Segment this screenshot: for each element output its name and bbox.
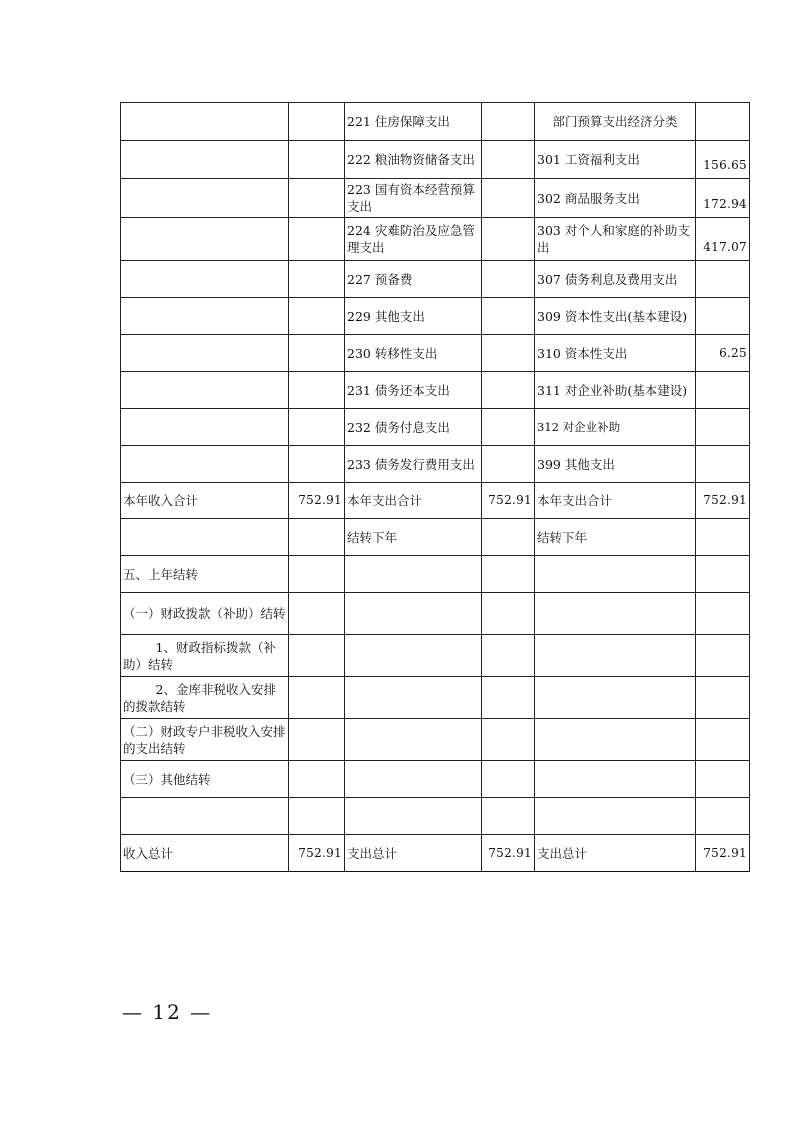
expense-function-amount-cell xyxy=(482,798,535,835)
expense-function-cell xyxy=(345,719,482,761)
table-row xyxy=(121,179,750,218)
expense-economic-cell: 309 资本性支出(基本建设) xyxy=(535,298,696,335)
previous-year-carryover-heading: 五、上年结转 xyxy=(121,556,289,593)
expense-economic-cell: 399 其他支出 xyxy=(535,446,696,483)
expense-economic-amount-cell xyxy=(696,635,750,677)
expense-function-amount-cell xyxy=(482,103,535,141)
expense-function-amount-cell xyxy=(482,519,535,556)
expense-function-cell: 233 债务发行费用支出 xyxy=(345,446,482,483)
expense-function-cell: 227 预备费 xyxy=(345,261,482,298)
expense-economic-cell: 311 对企业补助(基本建设) xyxy=(535,372,696,409)
income-amount-cell xyxy=(289,261,345,298)
income-item-cell: （一）财政拨款（补助）结转 xyxy=(121,593,289,635)
income-item-cell xyxy=(121,218,289,261)
expense-economic-cell: 312 对企业补助 xyxy=(535,409,696,446)
income-item-cell xyxy=(121,335,289,372)
expense-economic-cell xyxy=(535,556,696,593)
income-item-cell xyxy=(121,798,289,835)
table-row xyxy=(121,677,750,719)
income-total-label: 收入总计 xyxy=(121,835,289,872)
expense-function-subtotal-amount: 752.91 xyxy=(482,483,535,519)
budget-summary-table xyxy=(120,102,750,872)
expense-function-cell: 222 粮油物资储备支出 xyxy=(345,141,482,179)
expense-function-amount-cell xyxy=(482,446,535,483)
table-row xyxy=(121,798,750,835)
income-amount-cell xyxy=(289,593,345,635)
table-row xyxy=(121,335,750,372)
expense-economic-cell xyxy=(535,593,696,635)
expense-function-amount-cell xyxy=(482,409,535,446)
expense-function-amount-cell xyxy=(482,218,535,261)
expense-function-subtotal-label: 本年支出合计 xyxy=(345,483,482,519)
table-row xyxy=(121,519,750,556)
expense-economic-amount-cell xyxy=(696,372,750,409)
income-subtotal-label: 本年收入合计 xyxy=(121,483,289,519)
table-row xyxy=(121,593,750,635)
table-row xyxy=(121,103,750,141)
expense-function-amount-cell xyxy=(482,635,535,677)
income-amount-cell xyxy=(289,519,345,556)
expense-economic-amount-cell xyxy=(696,261,750,298)
expense-economic-cell: 部门预算支出经济分类 xyxy=(535,103,696,141)
income-item-cell xyxy=(121,409,289,446)
income-item-cell: 1、财政指标拨款（补助）结转 xyxy=(121,635,289,677)
expense-economic-total-amount: 752.91 xyxy=(696,835,750,872)
income-amount-cell xyxy=(289,103,345,141)
expense-function-amount-cell xyxy=(482,372,535,409)
income-amount-cell xyxy=(289,141,345,179)
income-amount-cell xyxy=(289,298,345,335)
income-item-cell xyxy=(121,446,289,483)
expense-economic-total-label: 支出总计 xyxy=(535,835,696,872)
expense-function-total-label: 支出总计 xyxy=(345,835,482,872)
expense-function-cell xyxy=(345,593,482,635)
carryover-next-year-label: 结转下年 xyxy=(535,519,696,556)
expense-function-cell xyxy=(345,798,482,835)
income-amount-cell xyxy=(289,719,345,761)
income-subtotal-amount: 752.91 xyxy=(289,483,345,519)
expense-economic-cell xyxy=(535,719,696,761)
expense-economic-amount-cell: 172.94 xyxy=(696,179,750,218)
income-amount-cell xyxy=(289,446,345,483)
expense-economic-amount-cell xyxy=(696,409,750,446)
income-amount-cell xyxy=(289,556,345,593)
income-item-cell: 2、金库非税收入安排的拨款结转 xyxy=(121,677,289,719)
expense-economic-subtotal-amount: 752.91 xyxy=(696,483,750,519)
expense-function-amount-cell xyxy=(482,298,535,335)
expense-economic-cell: 302 商品服务支出 xyxy=(535,179,696,218)
income-item-cell xyxy=(121,372,289,409)
expense-function-cell: 230 转移性支出 xyxy=(345,335,482,372)
income-total-amount: 752.91 xyxy=(289,835,345,872)
expense-function-cell: 223 国有资本经营预算支出 xyxy=(345,179,482,218)
income-item-cell xyxy=(121,298,289,335)
expense-function-cell xyxy=(345,761,482,798)
expense-function-cell: 221 住房保障支出 xyxy=(345,103,482,141)
table-row xyxy=(121,761,750,798)
expense-function-amount-cell xyxy=(482,335,535,372)
income-amount-cell xyxy=(289,798,345,835)
expense-function-amount-cell xyxy=(482,141,535,179)
expense-function-total-amount: 752.91 xyxy=(482,835,535,872)
expense-function-cell: 231 债务还本支出 xyxy=(345,372,482,409)
income-amount-cell xyxy=(289,372,345,409)
expense-economic-amount-cell xyxy=(696,593,750,635)
table-row xyxy=(121,409,750,446)
page-number: — 12 — xyxy=(122,1000,213,1024)
table-row xyxy=(121,141,750,179)
table-row xyxy=(121,446,750,483)
expense-function-cell: 232 债务付息支出 xyxy=(345,409,482,446)
expense-economic-amount-cell xyxy=(696,446,750,483)
table-row xyxy=(121,298,750,335)
expense-economic-subtotal-label: 本年支出合计 xyxy=(535,483,696,519)
expense-function-cell: 224 灾难防治及应急管理支出 xyxy=(345,218,482,261)
expense-economic-amount-cell xyxy=(696,103,750,141)
table-row xyxy=(121,483,750,519)
income-amount-cell xyxy=(289,179,345,218)
table-row xyxy=(121,218,750,261)
expense-economic-cell: 310 资本性支出 xyxy=(535,335,696,372)
expense-function-cell xyxy=(345,556,482,593)
expense-function-cell xyxy=(345,635,482,677)
expense-economic-amount-cell xyxy=(696,519,750,556)
income-amount-cell xyxy=(289,635,345,677)
expense-economic-amount-cell xyxy=(696,677,750,719)
income-item-cell xyxy=(121,141,289,179)
expense-function-cell xyxy=(345,677,482,719)
expense-economic-amount-cell xyxy=(696,298,750,335)
income-item-cell xyxy=(121,261,289,298)
expense-economic-cell xyxy=(535,761,696,798)
income-item-cell xyxy=(121,103,289,141)
expense-function-amount-cell xyxy=(482,761,535,798)
expense-economic-cell: 303 对个人和家庭的补助支出 xyxy=(535,218,696,261)
income-item-cell xyxy=(121,519,289,556)
table-row xyxy=(121,719,750,761)
expense-economic-amount-cell xyxy=(696,556,750,593)
expense-economic-amount-cell xyxy=(696,719,750,761)
table-row xyxy=(121,556,750,593)
expense-economic-amount-cell: 156.65 xyxy=(696,141,750,179)
income-item-cell: （二）财政专户非税收入安排的支出结转 xyxy=(121,719,289,761)
income-amount-cell xyxy=(289,218,345,261)
expense-economic-amount-cell: 6.25 xyxy=(696,335,750,372)
expense-function-amount-cell xyxy=(482,179,535,218)
expense-function-amount-cell xyxy=(482,593,535,635)
expense-economic-cell: 307 债务利息及费用支出 xyxy=(535,261,696,298)
income-amount-cell xyxy=(289,409,345,446)
income-amount-cell xyxy=(289,761,345,798)
table-row xyxy=(121,261,750,298)
expense-function-amount-cell xyxy=(482,556,535,593)
expense-function-cell: 229 其他支出 xyxy=(345,298,482,335)
income-amount-cell xyxy=(289,677,345,719)
expense-economic-amount-cell: 417.07 xyxy=(696,218,750,261)
income-item-cell xyxy=(121,179,289,218)
table-row xyxy=(121,372,750,409)
income-item-cell: （三）其他结转 xyxy=(121,761,289,798)
table-row xyxy=(121,635,750,677)
expense-function-amount-cell xyxy=(482,719,535,761)
carryover-next-year-label: 结转下年 xyxy=(345,519,482,556)
table-row xyxy=(121,835,750,872)
income-amount-cell xyxy=(289,335,345,372)
expense-economic-amount-cell xyxy=(696,798,750,835)
expense-economic-cell xyxy=(535,635,696,677)
expense-economic-cell: 301 工资福利支出 xyxy=(535,141,696,179)
expense-economic-amount-cell xyxy=(696,761,750,798)
expense-economic-cell xyxy=(535,798,696,835)
expense-function-amount-cell xyxy=(482,261,535,298)
expense-economic-cell xyxy=(535,677,696,719)
expense-function-amount-cell xyxy=(482,677,535,719)
